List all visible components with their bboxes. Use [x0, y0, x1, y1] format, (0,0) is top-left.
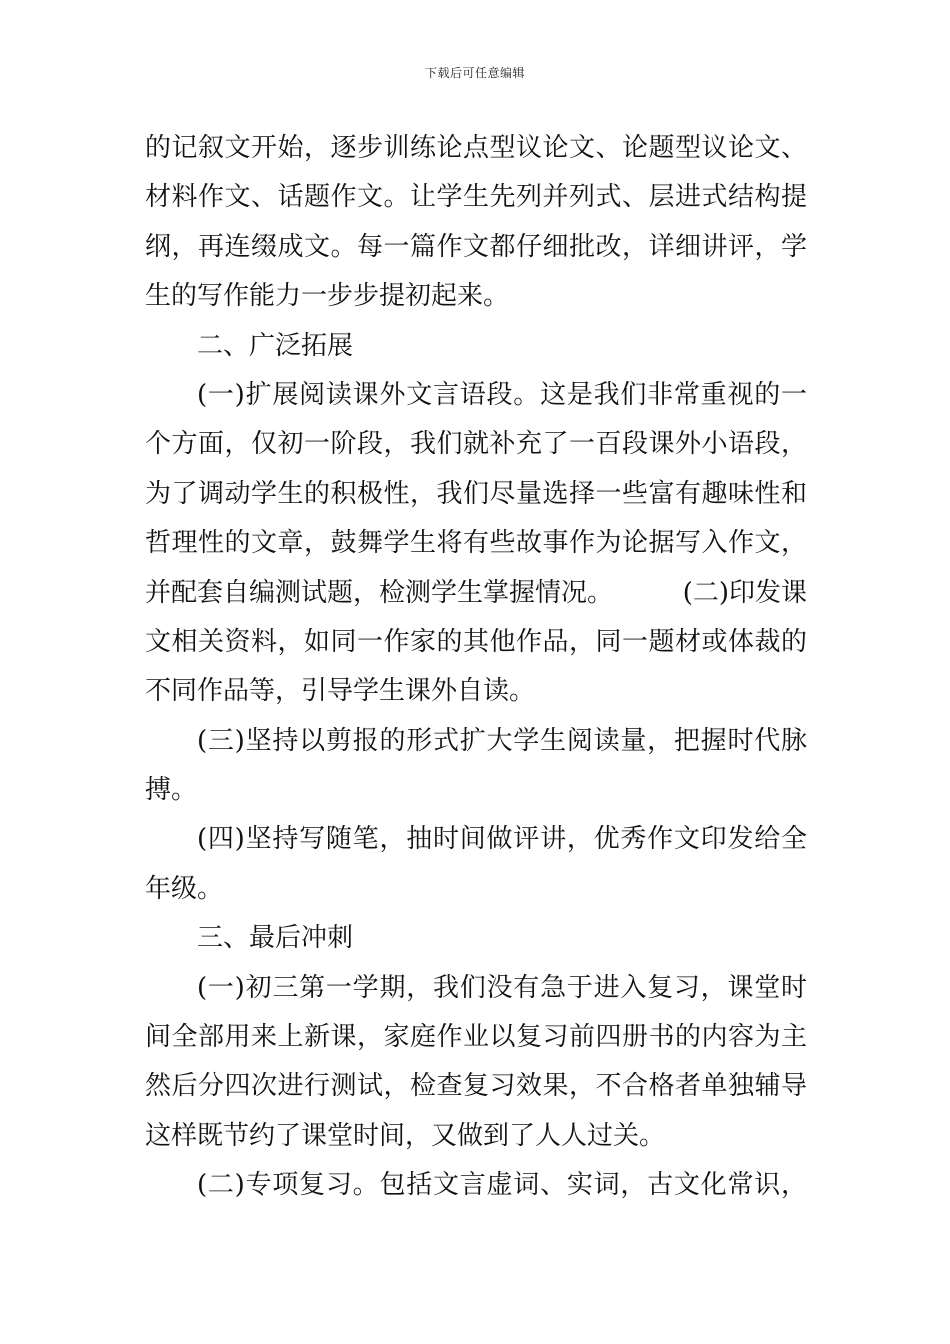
text-line: 搏。 — [145, 775, 198, 806]
text-line — [145, 569, 807, 618]
text-line: 生的写作能力一步步提初起来。 — [145, 281, 510, 312]
text-line: 年级。 — [145, 873, 224, 904]
text-line: 不同作品等，引导学生课外自读。 — [145, 676, 536, 707]
text-line: 文相关资料，如同一作家的其他作品，同一题材或体裁的 — [145, 626, 807, 657]
section-heading: 三、最后冲刺 — [197, 923, 354, 954]
text-line: 然后分四次进行测试，检查复习效果，不合格者单独辅导 — [145, 1071, 807, 1102]
text-line: (二)专项复习。包括文言虚词、实词，古文化常识， — [197, 1170, 807, 1201]
text-line: 纲，再连缀成文。每一篇作文都仔细批改，详细讲评，学 — [145, 231, 807, 262]
text-line: 这样既节约了课堂时间，又做到了人人过关。 — [145, 1120, 666, 1151]
text-segment: 并配套自编测试题，检测学生掌握情况。 — [145, 577, 614, 608]
section-heading: 二、广泛拓展 — [197, 330, 354, 361]
text-line: (四)坚持写随笔，抽时间做评讲，优秀作文印发给全 — [197, 824, 807, 855]
text-line: 的记叙文开始，逐步训练论点型议论文、论题型议论文、 — [145, 133, 807, 163]
text-line: (一)初三第一学期，我们没有急于进入复习，课堂时 — [197, 972, 807, 1003]
text-segment: (二)印发课 — [682, 577, 807, 608]
text-line: 间全部用来上新课，家庭作业以复习前四册书的内容为主 — [145, 1022, 807, 1053]
page-header: 下载后可任意编辑 — [424, 66, 525, 80]
text-line: 材料作文、话题作文。让学生先列并列式、层进式结构提 — [145, 182, 807, 213]
text-line: 为了调动学生的积极性，我们尽量选择一些富有趣味性和 — [145, 478, 807, 509]
document-body — [145, 124, 807, 1211]
text-line: 哲理性的文章，鼓舞学生将有些故事作为论据写入作文， — [145, 528, 807, 559]
text-line: 个方面，仅初一阶段，我们就补充了一百段课外小语段， — [145, 429, 807, 460]
text-line: (一)扩展阅读课外文言语段。这是我们非常重视的一 — [197, 379, 807, 410]
text-line: (三)坚持以剪报的形式扩大学生阅读量，把握时代脉 — [197, 725, 807, 756]
